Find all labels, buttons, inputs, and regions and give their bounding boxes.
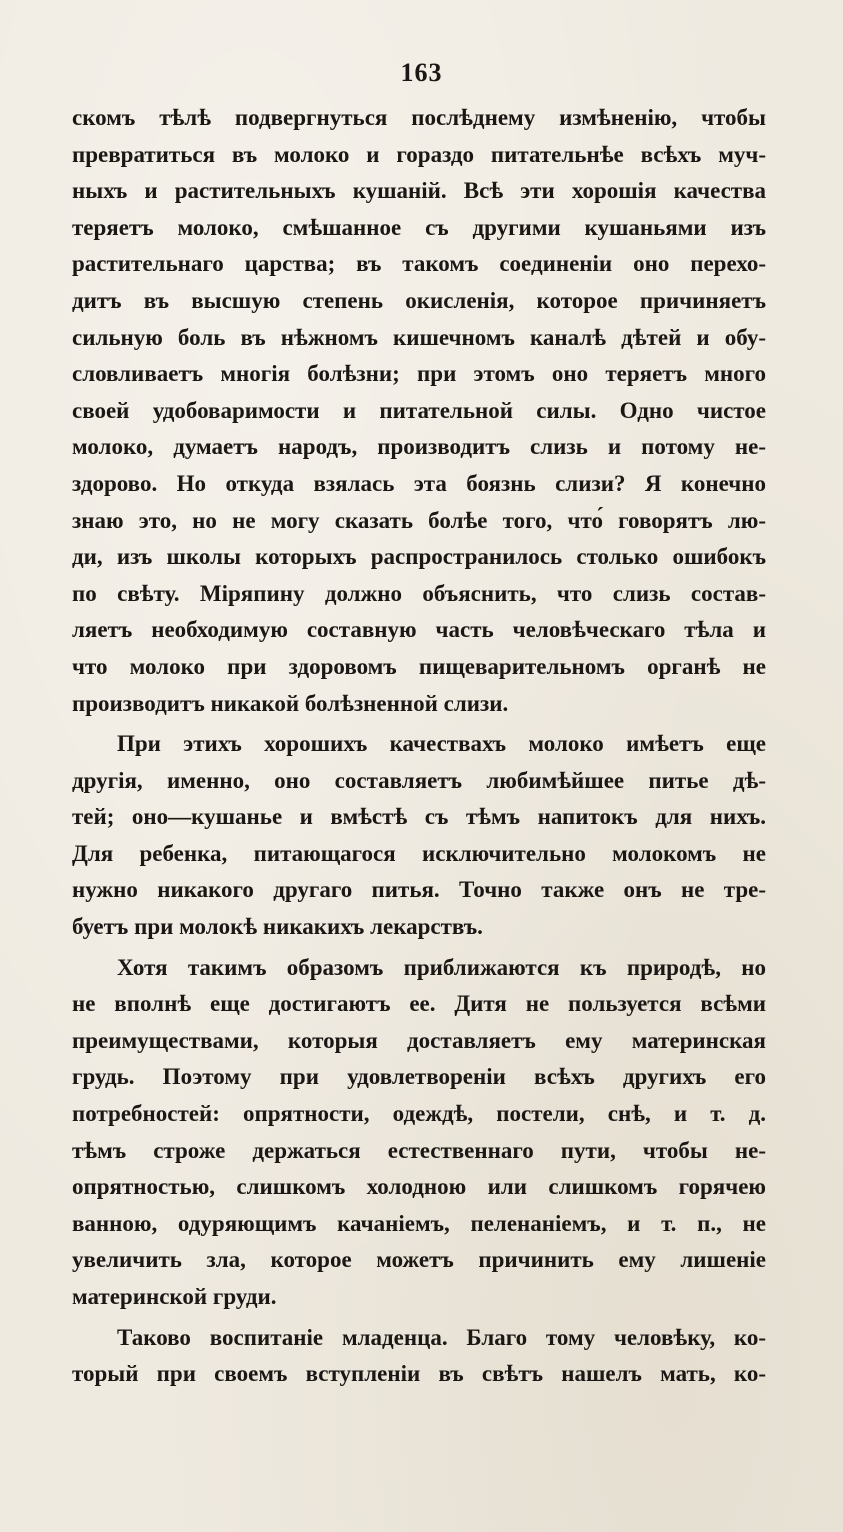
text-line: опрятностью, слишкомъ холодною или слишкомъ горячею — [72, 1174, 766, 1200]
paragraph — [72, 100, 766, 722]
body-text — [72, 100, 766, 1393]
text-line: своей удобоваримости и питательной силы. Одно чистое — [72, 397, 766, 423]
text-line: ванною, одуряющимъ качаніемъ, пеленаніемъ, и т. п., не — [72, 1210, 766, 1236]
text-line: увеличить зла, которое можетъ причинить ему лишеніе — [72, 1247, 766, 1273]
text-line: по свѣту. Міряпину должно объяснить, что слизь состав- — [72, 580, 766, 606]
text-line: словливаетъ многія болѣзни; при этомъ оно теряетъ много — [72, 361, 766, 387]
text-line: материнской груди. — [72, 1284, 277, 1309]
text-line: знаю это, но не могу сказать болѣе того, что́ говорятъ лю- — [72, 507, 766, 533]
text-line: молоко, думаетъ народъ, производитъ слизь и потому не- — [72, 434, 766, 460]
text-line: что молоко при здоровомъ пищеварительномъ органѣ не — [72, 653, 766, 679]
text-line: торый при своемъ вступленіи въ свѣтъ нашелъ мать, ко- — [72, 1361, 766, 1387]
text-line: не вполнѣ еще достигаютъ ее. Дитя не пользуется всѣми — [72, 991, 766, 1017]
text-line: превратиться въ молоко и гораздо питательнѣе всѣхъ муч- — [72, 141, 766, 167]
text-line: Для ребенка, питающагося исключительно молокомъ не — [72, 840, 766, 866]
text-line: При этихъ хорошихъ качествахъ молоко имѣетъ еще — [117, 731, 766, 757]
text-line: здорово. Но откуда взялась эта боязнь слизи? Я конечно — [72, 470, 766, 496]
text-line: другія, именно, оно составляетъ любимѣйшее питье дѣ- — [72, 767, 766, 793]
text-line: буетъ при молокѣ никакихъ лекарствъ. — [72, 914, 483, 940]
text-line: ныхъ и растительныхъ кушаній. Всѣ эти хорошія качества — [72, 178, 766, 204]
text-line: дитъ въ высшую степень окисленія, которое причиняетъ — [72, 287, 766, 313]
text-line: тей; оно—кушанье и вмѣстѣ съ тѣмъ напитокъ для нихъ. — [72, 804, 766, 830]
paragraph — [72, 1320, 766, 1393]
text-line: грудь. Поэтому при удовлетвореніи всѣхъ другихъ его — [72, 1064, 766, 1090]
text-line: ди, изъ школы которыхъ распространилось столько ошибокъ — [72, 544, 766, 570]
text-line: скомъ тѣлѣ подвергнуться послѣднему измѣненію, чтобы — [72, 105, 766, 130]
paragraph — [72, 726, 766, 946]
text-line: тѣмъ строже держаться естественнаго пути, чтобы не- — [72, 1137, 766, 1163]
text-line: теряетъ молоко, смѣшанное съ другими кушаньями изъ — [72, 214, 766, 240]
text-line: производитъ никакой болѣзненной слизи. — [72, 690, 509, 716]
text-line: сильную боль въ нѣжномъ кишечномъ каналѣ дѣтей и обу- — [72, 324, 766, 350]
text-line: преимуществами, которыя доставляетъ ему материнская — [72, 1027, 766, 1053]
text-line: Хотя такимъ образомъ приближаются къ природѣ, но — [117, 954, 766, 980]
text-line: потребностей: опрятности, одеждѣ, постели, снѣ, и т. д. — [72, 1101, 766, 1127]
text-line: растительнаго царства; въ такомъ соединеніи оно перехо- — [72, 251, 766, 277]
text-line: ляетъ необходимую составную часть человѣческаго тѣла и — [72, 617, 766, 643]
paragraph — [72, 950, 766, 1316]
text-line: Таково воспитаніе младенца. Благо тому человѣку, ко- — [117, 1324, 766, 1350]
text-line: нужно никакого другаго питья. Точно также онъ не тре- — [72, 877, 766, 903]
page-number: 163 — [400, 58, 443, 87]
